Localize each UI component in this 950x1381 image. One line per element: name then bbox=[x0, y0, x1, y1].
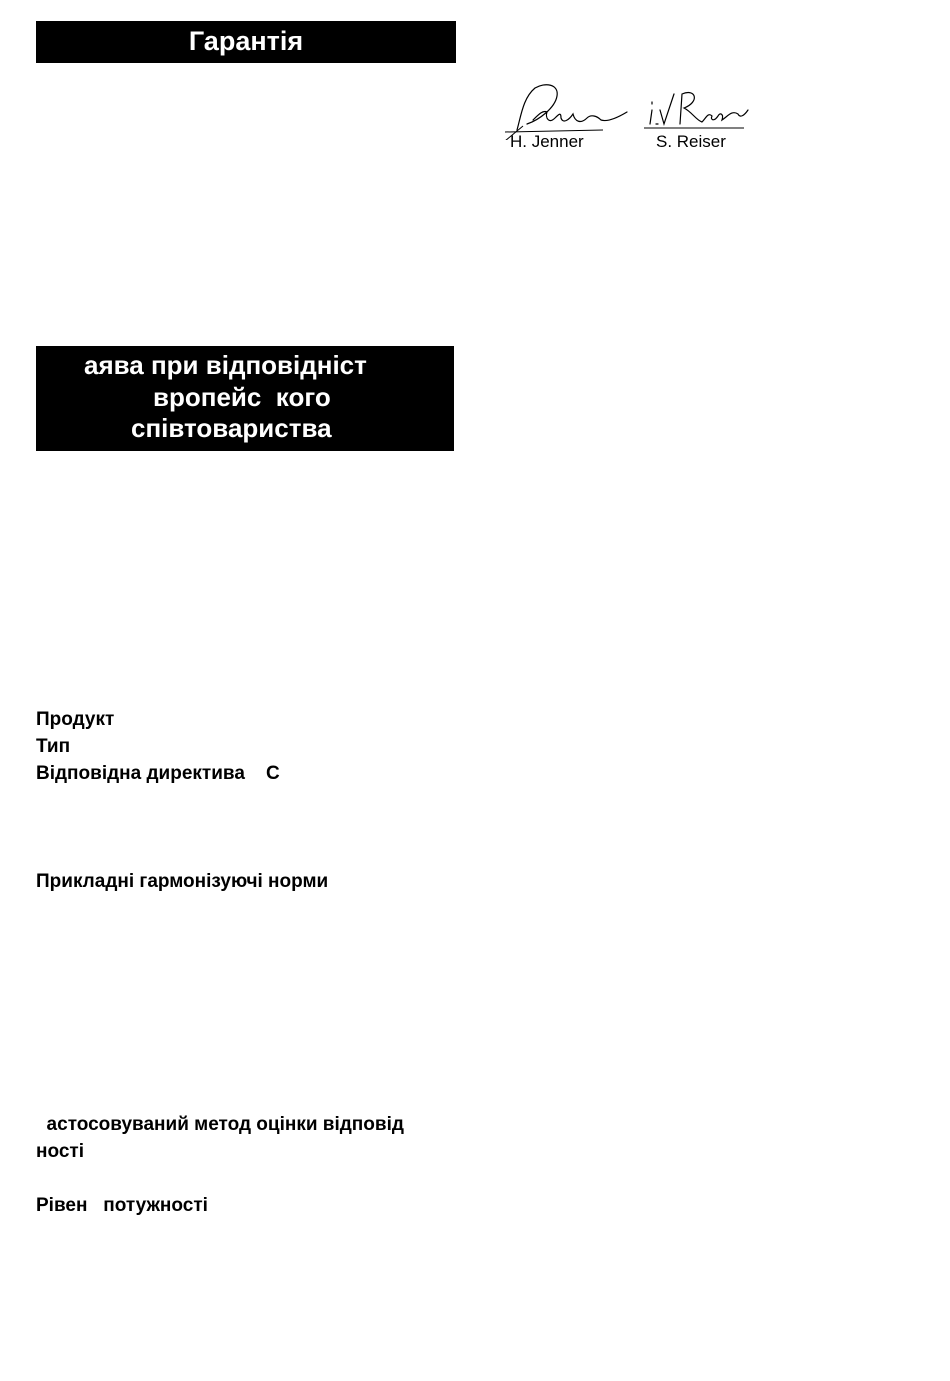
type-label: Тип bbox=[36, 736, 71, 757]
conformity-method-label-line-1: астосовуваний метод оцінки відповід bbox=[36, 1114, 404, 1135]
signature-jenner bbox=[493, 80, 633, 152]
reiser-signature-graphic bbox=[640, 80, 750, 140]
conformity-method-label-line-2: ності bbox=[36, 1141, 84, 1162]
power-level-label: Рівен потужності bbox=[36, 1195, 208, 1216]
signature-reiser bbox=[640, 80, 750, 152]
signer-name-jenner: H. Jenner bbox=[510, 132, 584, 151]
declaration-title-line-2: вропейс кого bbox=[153, 382, 331, 412]
directive-label: Відповідна директива С bbox=[36, 763, 280, 784]
warranty-heading bbox=[36, 21, 456, 63]
declaration-title-line-3: співтовариства bbox=[131, 413, 332, 443]
signer-name-reiser: S. Reiser bbox=[656, 132, 726, 151]
jenner-signature-graphic bbox=[493, 80, 633, 140]
declaration-title-line-1: аява при відповідніст bbox=[84, 350, 367, 380]
declaration-heading bbox=[36, 346, 454, 451]
warranty-title: Гарантія bbox=[188, 26, 304, 56]
product-label: Продукт bbox=[36, 709, 115, 730]
harmonized-norms-label: Прикладні гармонізуючі норми bbox=[36, 871, 329, 892]
